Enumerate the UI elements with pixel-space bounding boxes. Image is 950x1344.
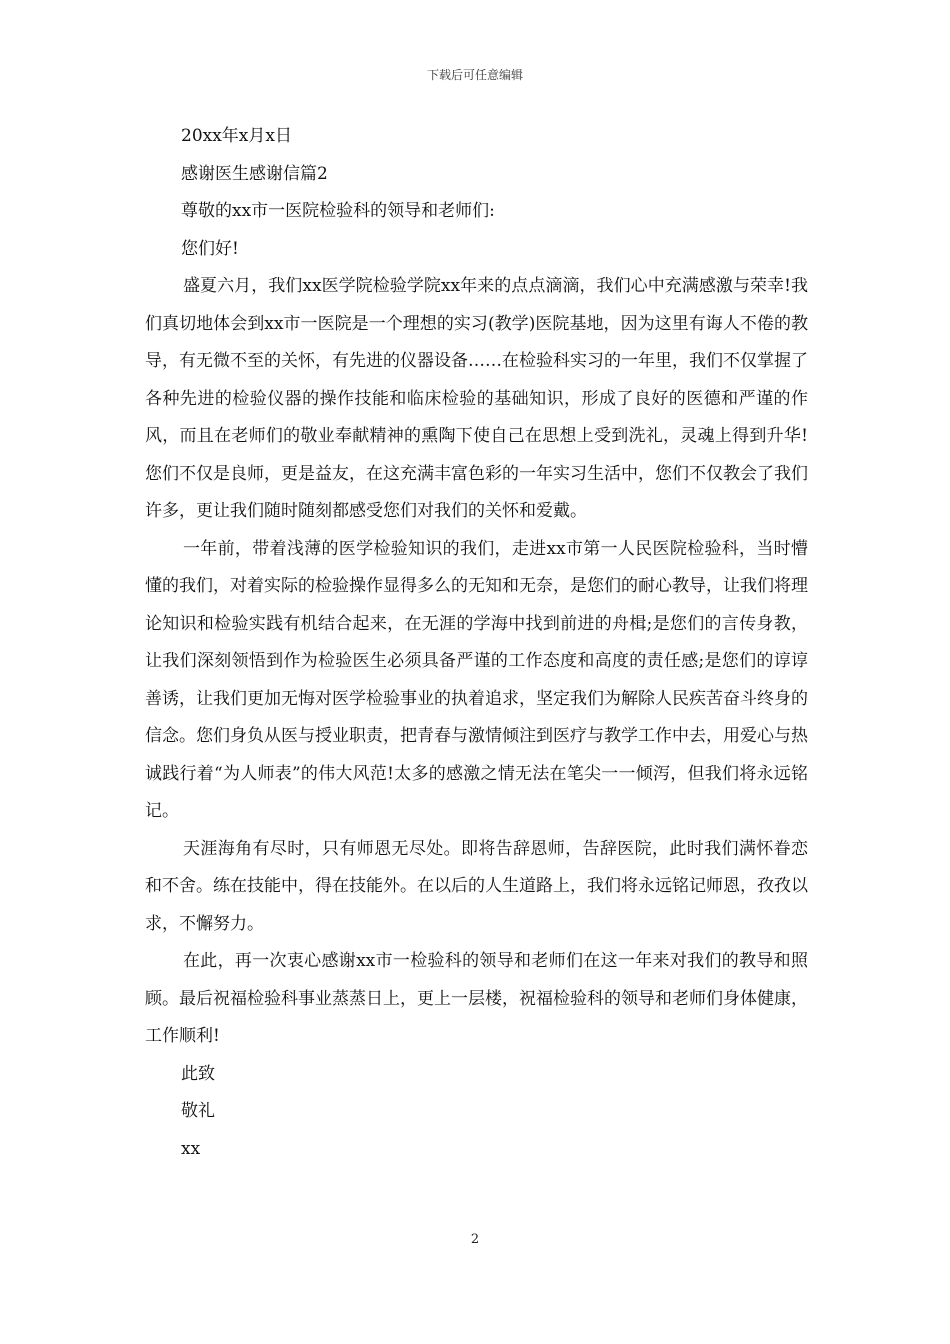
letter-paragraph-1: 盛夏六月，我们xx医学院检验学院xx年来的点点滴滴，我们心中充满感激与荣幸!我们真切地体会到xx市一医院是一个理想的实习(教学)医院基地，因为这里有诲人不倦的教导，有无微不至的关怀，有先进的仪器设备……在检验科实习的一年里，我们不仅掌握了各种先进的检验仪器的操作技能和临床检验的基础知识，形成了良好的医德和严谨的作风，而且在老师们的敬业奉献精神的熏陶下使自己在思想上受到洗礼，灵魂上得到升华!您们不仅是良师，更是益友，在这充满丰富色彩的一年实习生活中，您们不仅教会了我们许多，更让我们随时随刻都感受您们对我们的关怀和爱戴。 <box>145 276 808 521</box>
letter-signature: xx <box>181 1138 201 1159</box>
letter-title: 感谢医生感谢信篇2 <box>181 163 328 184</box>
letter-paragraph-2: 一年前，带着浅薄的医学检验知识的我们，走进xx市第一人民医院检验科，当时懵懂的我们，对着实际的检验操作显得多么的无知和无奈，是您们的耐心教导，让我们将理论知识和检验实践有机结合起来，在无涯的学海中找到前进的舟楫;是您们的言传身教，让我们深刻领悟到作为检验医生必须具备严谨的工作态度和高度的责任感;是您们的谆谆善诱，让我们更加无悔对医学检验事业的执着追求，坚定我们为解除人民疾苦奋斗终身的信念。您们身负从医与授业职责，把青春与激情倾注到医疗与教学工作中去，用爱心与热诚践行着“为人师表”的伟大风范!太多的感激之情无法在笔尖一一倾泻，但我们将永远铭记。 <box>145 538 808 821</box>
letter-paragraph-4: 在此，再一次衷心感谢xx市一检验科的领导和老师们在这一年来对我们的教导和照顾。最后祝福检验科事业蒸蒸日上，更上一层楼，祝福检验科的领导和老师们身体健康，工作顺利! <box>145 951 808 1046</box>
letter-closing-1: 此致 <box>181 1063 215 1084</box>
letter-closing-2: 敬礼 <box>181 1101 215 1121</box>
letter-paragraph-3: 天涯海角有尽时，只有师恩无尽处。即将告辞恩师，告辞医院，此时我们满怀眷恋和不舍。练在技能中，得在技能外。在以后的人生道路上，我们将永远铭记师恩，孜孜以求，不懈努力。 <box>145 838 808 934</box>
letter-greeting: 您们好! <box>181 238 239 259</box>
letter-body <box>145 118 808 1168</box>
letter-salutation: 尊敬的xx市一医院检验科的领导和老师们: <box>181 201 495 221</box>
page-number: 2 <box>470 1232 480 1247</box>
header-note: 下载后可任意编辑 <box>426 68 523 82</box>
letter-date: 20xx年x月x日 <box>181 126 292 146</box>
